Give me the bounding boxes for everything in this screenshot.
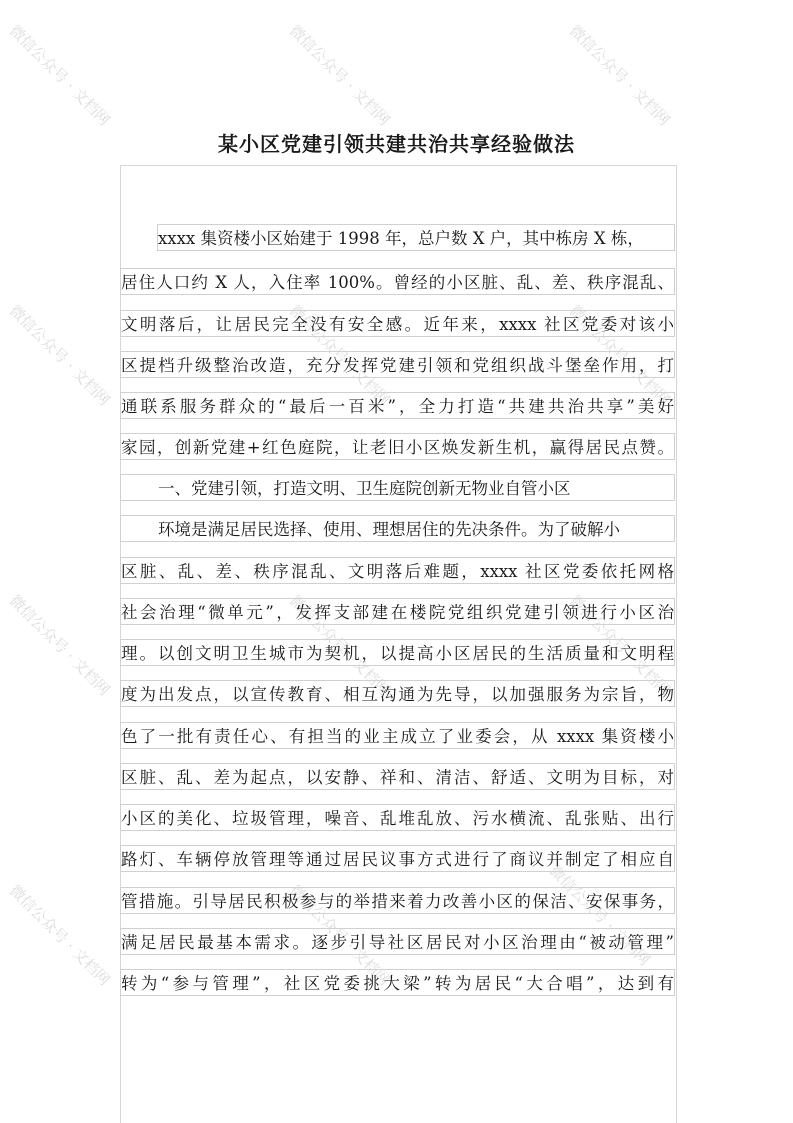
watermark-text: 微信公众号 · 文档网: [565, 301, 674, 410]
text-line: 满足居民最基本需求。逐步引导社区居民对小区治理由“被动管理”: [120, 928, 675, 955]
text-line: 小区的美化、垃圾管理，噪音、乱堆乱放、污水横流、乱张贴、出行: [120, 804, 675, 831]
text-line: 管措施。引导居民积极参与的举措来着力改善小区的保洁、安保事务，: [120, 887, 675, 914]
watermark-text: 微信公众号 · 文档网: [5, 881, 114, 990]
text-line: 区提档升级整治改造，充分发挥党建引领和党组织战斗堡垒作用，打: [120, 351, 675, 378]
watermark-text: 微信公众号 · 文档网: [5, 21, 114, 130]
text-line: xxxx 集资楼小区始建于 1998 年，总户数 X 户，其中栋房 X 栋，: [157, 224, 675, 251]
text-line: 区脏、乱、差、秩序混乱、文明落后难题，xxxx 社区党委依托网格: [120, 557, 675, 584]
watermark-text: 微信公众号 · 文档网: [565, 591, 674, 700]
text-line: 度为出发点，以宣传教育、相互沟通为先导，以加强服务为宗旨，物: [120, 680, 675, 707]
text-line: 路灯、车辆停放管理等通过居民议事方式进行了商议并制定了相应自: [120, 845, 675, 872]
text-line: 社会治理“微单元”，发挥支部建在楼院党组织党建引领进行小区治: [120, 598, 675, 625]
text-line: 区脏、乱、差为起点，以安静、祥和、清洁、舒适、文明为目标，对: [120, 763, 675, 790]
text-line: 通联系服务群众的“最后一百米”，全力打造“共建共治共享”美好: [120, 392, 675, 419]
text-line: 环境是满足居民选择、使用、理想居住的先决条件。为了破解小: [120, 515, 675, 542]
watermark-text: 微信公众号 · 文档网: [545, 861, 654, 970]
watermark-text: 微信公众号 · 文档网: [285, 591, 394, 700]
section-heading: 一、党建引领，打造文明、卫生庭院创新无物业自管小区: [120, 474, 675, 501]
watermark-text: 微信公众号 · 文档网: [285, 21, 394, 130]
watermark-text: 微信公众号 · 文档网: [285, 881, 394, 990]
watermark-text: 微信公众号 · 文档网: [285, 301, 394, 410]
document-title: 某小区党建引领共建共治共享经验做法: [218, 132, 575, 156]
text-line: 色了一批有责任心、有担当的业主成立了业委会，从 xxxx 集资楼小: [120, 722, 675, 749]
text-line: 家园，创新党建+红色庭院，让老旧小区焕发新生机，赢得居民点赞。: [120, 433, 675, 460]
text-line: 理。以创文明卫生城市为契机，以提高小区居民的生活质量和文明程: [120, 639, 675, 666]
text-line: 转为“参与管理”，社区党委挑大梁”转为居民“大合唱”，达到有: [120, 969, 675, 996]
watermark-text: 微信公众号 · 文档网: [5, 301, 114, 410]
watermark-text: 微信公众号 · 文档网: [5, 591, 114, 700]
text-line: 文明落后，让居民完全没有安全感。近年来，xxxx 社区党委对该小: [120, 310, 675, 337]
watermark-text: 微信公众号 · 文档网: [565, 21, 674, 130]
text-line: 居住人口约 X 人，入住率 100%。曾经的小区脏、乱、差、秩序混乱、: [120, 268, 675, 295]
